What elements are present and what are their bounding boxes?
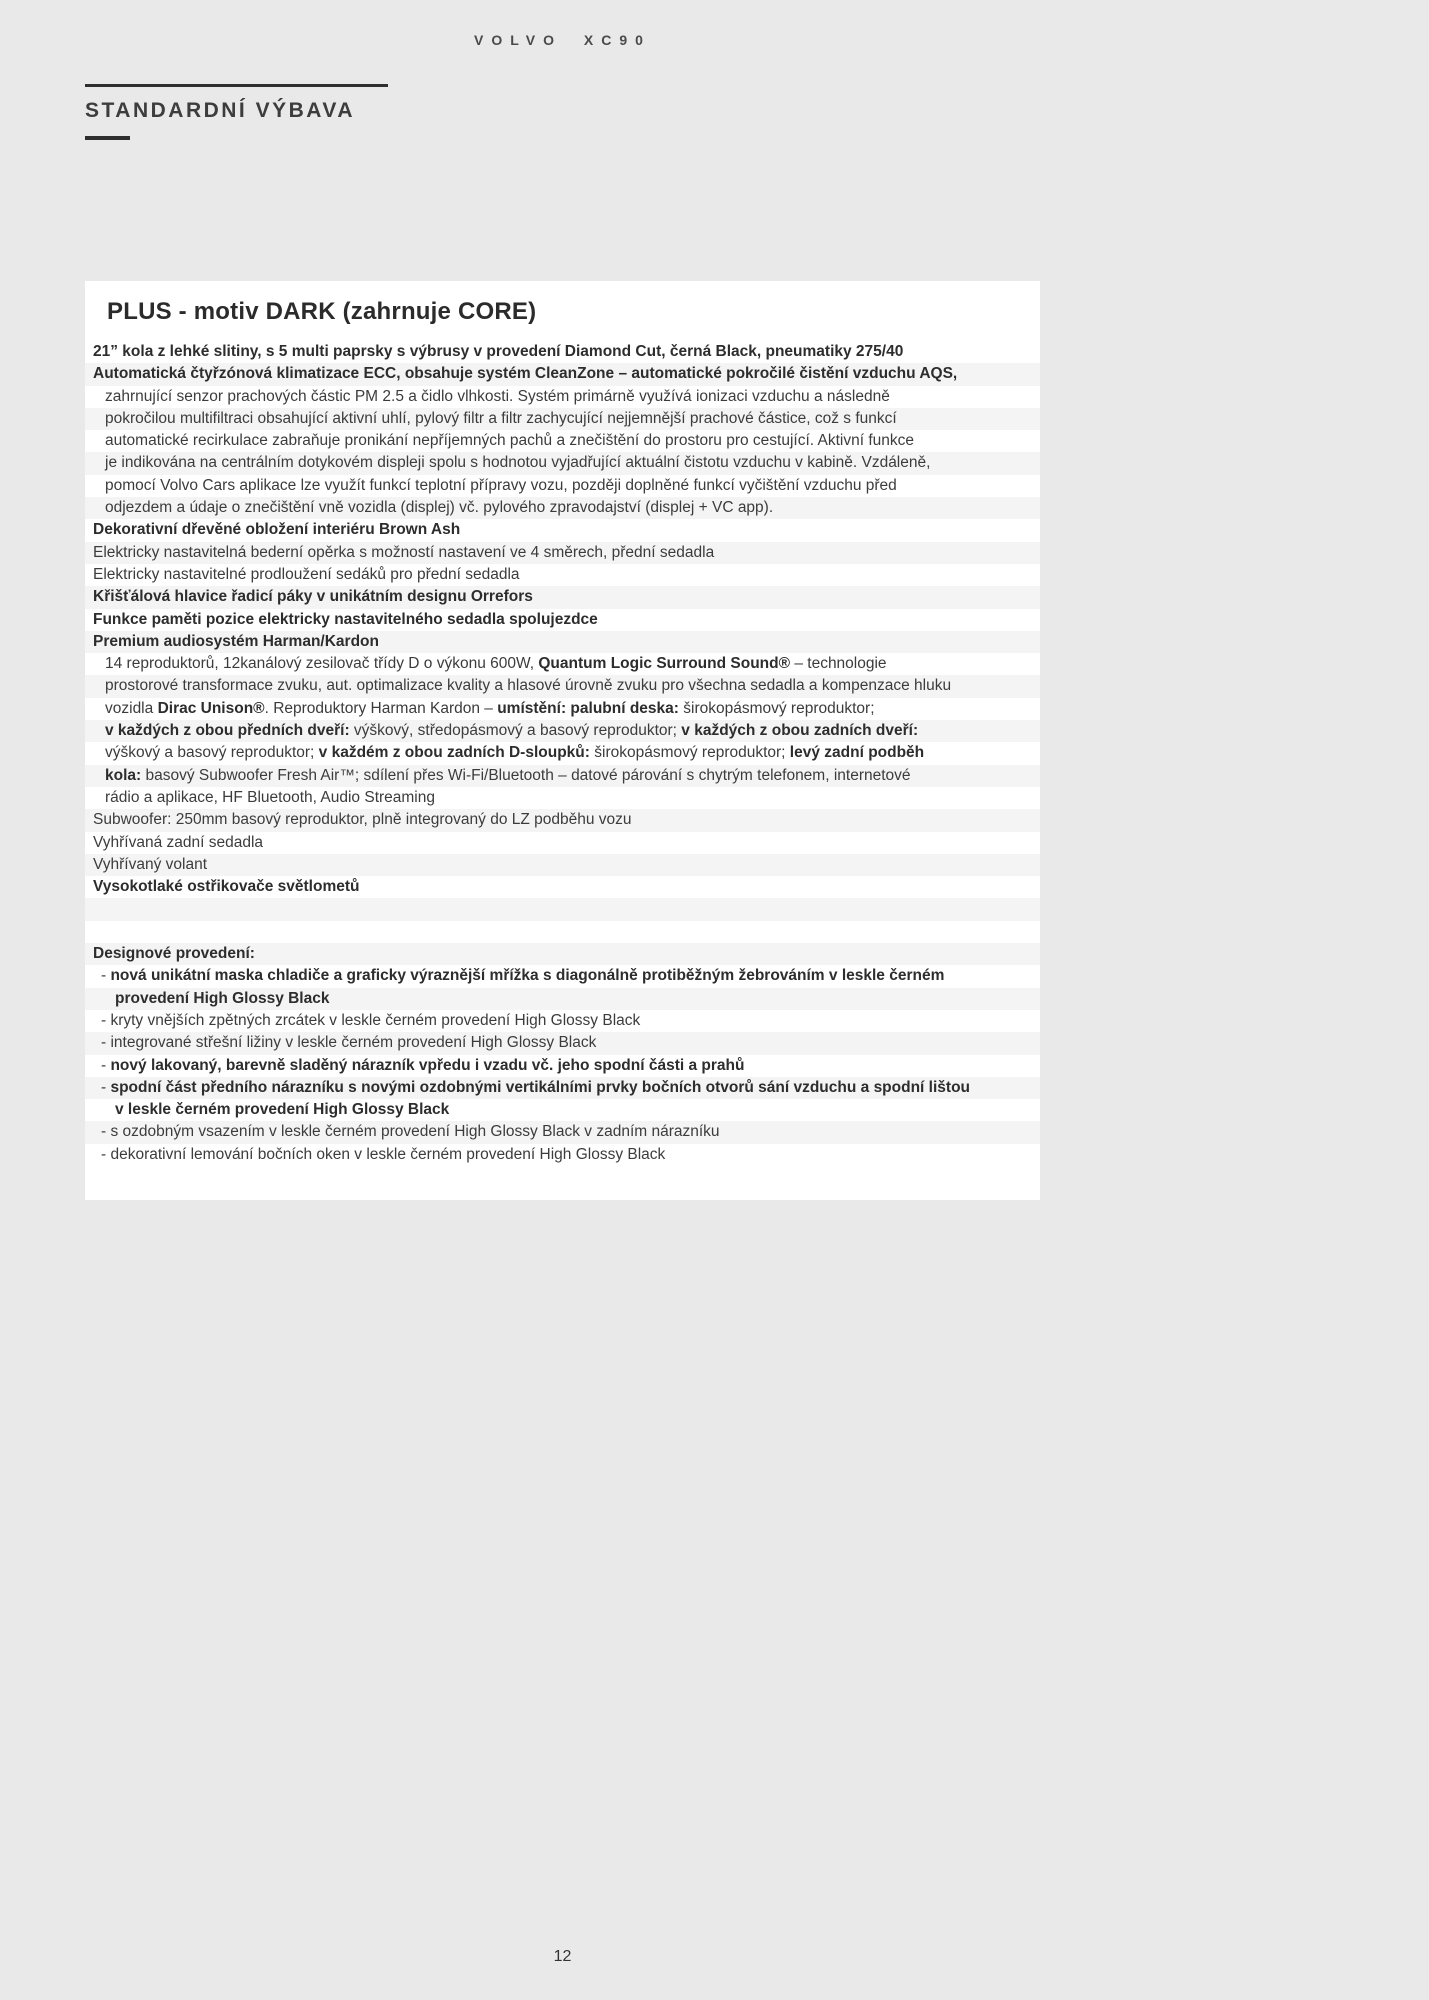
feature-row bbox=[85, 876, 1040, 898]
feature-row bbox=[85, 386, 1040, 408]
feature-text: Elektricky nastavitelná bederní opěrka s možností nastavení ve 4 směrech, přední sedadla bbox=[93, 543, 715, 561]
title-rule-bottom bbox=[85, 136, 130, 140]
feature-text-bold: Funkce paměti pozice elektricky nastavitelného sedadla spolujezdce bbox=[93, 610, 598, 628]
brand-header: VOLVO XC90 bbox=[474, 32, 651, 48]
feature-row bbox=[85, 609, 1040, 631]
feature-row bbox=[85, 542, 1040, 564]
feature-text: . Reproduktory Harman Kardon – bbox=[264, 699, 498, 717]
feature-text-bold: Automatická čtyřzónová klimatizace ECC, obsahuje systém CleanZone – automatické pokročilé čistění vzduchu AQS, bbox=[93, 365, 958, 383]
feature-text: - kryty vnějších zpětných zrcátek v leskle černém provedení High Glossy Black bbox=[101, 1011, 641, 1029]
feature-row bbox=[85, 809, 1040, 831]
feature-row bbox=[85, 921, 1040, 943]
feature-text-bold: Dekorativní dřevěné obložení interiéru Brown Ash bbox=[93, 521, 461, 539]
title-rule-top bbox=[85, 84, 388, 87]
feature-text: pokročilou multifiltraci obsahující aktivní uhlí, pylový filtr a filtr zachycující nejjemnější prachové částice, což s funkcí bbox=[105, 409, 897, 427]
feature-text: rádio a aplikace, HF Bluetooth, Audio Streaming bbox=[105, 788, 435, 806]
feature-row bbox=[85, 1055, 1040, 1077]
feature-row bbox=[85, 1144, 1040, 1166]
feature-text-bold: Vysokotlaké ostřikovače světlometů bbox=[93, 878, 360, 896]
feature-text: odjezdem a údaje o znečištění vně vozidla (displej) vč. pylového zpravodajství (displej + VC app). bbox=[105, 499, 774, 517]
feature-row bbox=[85, 631, 1040, 653]
feature-row bbox=[85, 519, 1040, 541]
feature-row bbox=[85, 854, 1040, 876]
feature-row bbox=[85, 363, 1040, 385]
feature-text: - bbox=[101, 1078, 111, 1096]
feature-text-bold: nová unikátní maska chladiče a graficky výraznější mřížka s diagonálně protiběžným žebrováním v leskle černém bbox=[110, 967, 945, 985]
feature-row bbox=[85, 564, 1040, 586]
feature-row bbox=[85, 452, 1040, 474]
feature-text-bold: Designové provedení: bbox=[93, 945, 255, 963]
feature-text-bold: v každých z obou předních dveří: bbox=[105, 722, 350, 740]
feature-row bbox=[85, 698, 1040, 720]
feature-text: vozidla bbox=[105, 699, 158, 717]
feature-text: širokopásmový reproduktor; bbox=[589, 744, 790, 762]
feature-text-bold: provedení High Glossy Black bbox=[115, 989, 330, 1007]
feature-text: pomocí Volvo Cars aplikace lze využít funkcí teplotní přípravy vozu, později doplněné funkcí vyčištění vzduchu před bbox=[105, 476, 897, 494]
feature-text-bold: umístění: palubní deska: bbox=[497, 699, 679, 717]
feature-text-bold: Premium audiosystém Harman/Kardon bbox=[93, 632, 379, 650]
feature-row bbox=[85, 675, 1040, 697]
feature-text-bold: spodní část předního nárazníku s novými ozdobnými vertikálními prvky bočních otvorů sání vzduchu a spodní lištou bbox=[110, 1078, 970, 1096]
feature-text-bold: v každém z obou zadních D-sloupků: bbox=[318, 744, 590, 762]
feature-list bbox=[85, 341, 1040, 1166]
feature-text: - dekorativní lemování bočních oken v leskle černém provedení High Glossy Black bbox=[101, 1145, 666, 1163]
feature-text: výškový, středopásmový a basový reproduktor; bbox=[349, 722, 682, 740]
feature-text: basový Subwoofer Fresh Air™; sdílení přes Wi-Fi/Bluetooth – datové párování s chytrým telefonem, internetové bbox=[141, 766, 911, 784]
feature-text: Subwoofer: 250mm basový reproduktor, plně integrovaný do LZ podběhu vozu bbox=[93, 811, 632, 829]
page-number: 12 bbox=[553, 1948, 572, 1965]
feature-row bbox=[85, 742, 1040, 764]
feature-text: - s ozdobným vsazením v leskle černém provedení High Glossy Black v zadním nárazníku bbox=[101, 1123, 720, 1141]
feature-row bbox=[85, 341, 1040, 363]
feature-text: – technologie bbox=[790, 655, 887, 673]
feature-row bbox=[85, 1121, 1040, 1143]
feature-text-bold: nový lakovaný, barevně sladěný nárazník vpředu i vzadu vč. jeho spodní části a prahů bbox=[110, 1056, 745, 1074]
feature-text: širokopásmový reproduktor; bbox=[678, 699, 875, 717]
feature-text-bold: 21” kola z lehké slitiny, s 5 multi paprsky s výbrusy v provedení Diamond Cut, černá Black, pneumatiky 275/40 bbox=[93, 343, 904, 360]
feature-text-bold: Dirac Unison® bbox=[157, 699, 265, 717]
feature-row bbox=[85, 965, 1040, 987]
feature-row bbox=[85, 1099, 1040, 1121]
feature-row bbox=[85, 943, 1040, 965]
feature-text: zahrnující senzor prachových částic PM 2.5 a čidlo vlhkosti. Systém primárně využívá ionizaci vzduchu a následně bbox=[105, 387, 890, 405]
feature-text: je indikována na centrálním dotykovém displeji spolu s hodnotou vyjadřující aktuální čistotu vzduchu v kabině. Vzdáleně, bbox=[105, 454, 931, 472]
feature-text: 14 reproduktorů, 12kanálový zesilovač třídy D o výkonu 600W, bbox=[105, 655, 539, 673]
feature-row bbox=[85, 430, 1040, 452]
feature-text: automatické recirkulace zabraňuje pronikání nepříjemných pachů a znečištění do prostoru pro cestující. Aktivní funkce bbox=[105, 432, 915, 450]
feature-text: výškový a basový reproduktor; bbox=[105, 744, 319, 762]
feature-text-bold: v každých z obou zadních dveří: bbox=[681, 722, 919, 740]
feature-text-bold: Křišťálová hlavice řadicí páky v unikátním designu Orrefors bbox=[93, 588, 533, 606]
feature-text-bold: Quantum Logic Surround Sound® bbox=[538, 655, 791, 673]
feature-text: - integrované střešní ližiny v leskle černém provedení High Glossy Black bbox=[101, 1034, 597, 1052]
feature-text: prostorové transformace zvuku, aut. optimalizace kvality a hlasové úrovně zvuku pro všechna sedadla a kompenzace hluku bbox=[105, 677, 952, 695]
feature-row bbox=[85, 475, 1040, 497]
page-title: STANDARDNÍ VÝBAVA bbox=[85, 99, 356, 122]
section-heading: PLUS - motiv DARK (zahrnuje CORE) bbox=[107, 298, 537, 325]
feature-row bbox=[85, 832, 1040, 854]
feature-text: - bbox=[101, 1056, 111, 1074]
feature-text: - bbox=[101, 967, 111, 985]
feature-row bbox=[85, 497, 1040, 519]
feature-text-bold: v leskle černém provedení High Glossy Black bbox=[115, 1101, 450, 1119]
feature-text: Vyhřívaná zadní sedadla bbox=[93, 833, 264, 851]
feature-row bbox=[85, 1077, 1040, 1099]
feature-row bbox=[85, 787, 1040, 809]
feature-row bbox=[85, 898, 1040, 920]
title-block bbox=[85, 84, 388, 140]
feature-text: Elektricky nastavitelné prodloužení sedáků pro přední sedadla bbox=[93, 565, 520, 583]
feature-row bbox=[85, 408, 1040, 430]
feature-text-bold: kola: bbox=[105, 766, 142, 784]
feature-text-bold: levý zadní podběh bbox=[789, 744, 925, 762]
feature-row bbox=[85, 1032, 1040, 1054]
feature-row bbox=[85, 988, 1040, 1010]
feature-text: Vyhřívaný volant bbox=[93, 855, 208, 873]
equipment-card bbox=[85, 281, 1040, 1200]
feature-row bbox=[85, 653, 1040, 675]
feature-row bbox=[85, 586, 1040, 608]
feature-row bbox=[85, 765, 1040, 787]
feature-row bbox=[85, 1010, 1040, 1032]
feature-row bbox=[85, 720, 1040, 742]
